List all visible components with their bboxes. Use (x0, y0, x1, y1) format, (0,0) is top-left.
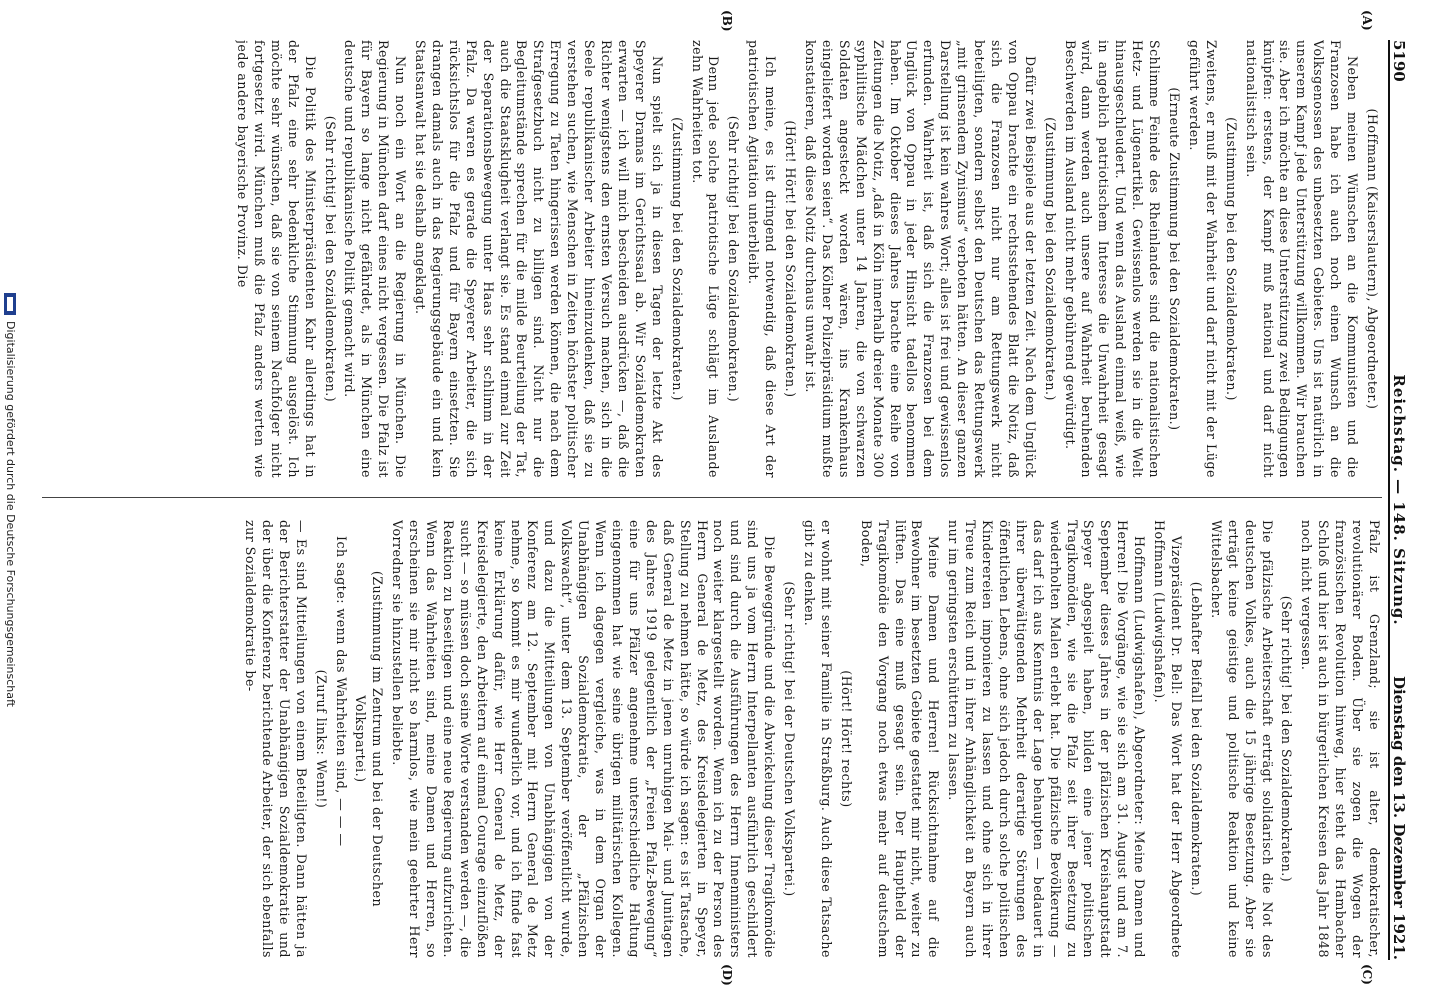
digitization-footer (4, 0, 17, 1000)
margin-marker-a: (A) (1360, 10, 1374, 31)
interjection: (Hört! Hört! bei den Sozialdemokraten.) (783, 120, 799, 398)
interjection: (Hört! Hört! rechts) (838, 670, 854, 808)
left-text-column (42, 40, 1382, 478)
interjection: (Zustimmung bei den Sozialdemokraten.) (1042, 117, 1058, 401)
page-header (1388, 40, 1426, 960)
paragraph: Ich meine, es ist dringend notwendig, daß diese Art der patriotischen Agitation unterbleibt. (746, 40, 779, 478)
right-text-column (42, 520, 1382, 958)
paragraph: Die Beweggründe und die Abwickelung dieser Tragikomödie sind uns ja vom Herrn Interpellanten ausführlich geschildert und sind durch die Ausführungen des Herrn Innenministers noch weiter klargestellt worden. Wenn ich zu der Person des Herrn General de Metz, des Kreisdelegierten in Speyer, Stellung zu nehmen hätte, so würde ich sagen: es ist Tatsache, daß General de Metz in jenen unruhigen Mai- und Junitagen des Jahres 1919 gelegentlich der „Freien Pfalz-Bewegung“ eine für uns Pfälzer angenehme unterschiedliche Haltung eingenommen hat wie seine übrigen militärischen Kollegen. Wenn ich dagegen vergleiche, was in dem Organ der Unabhängigen Sozialdemokratie, der „Pfälzischen Volkswacht“, unter dem 13. September veröffentlicht wurde, und dazu die Mitteilungen von Unabhängigen von der Konferenz am 12. September mit Herrn General de Metz nehme, so kommt es mir wunderlich vor, und ich finde fast keine Erklärung dafür, wie Herr General de Metz, der Kreisdelegierte, den Arbeitern auf einmal Courage einzuflößen sucht — so müssen doch seine Worte verstanden werden —, die Reaktion zu beseitigen und eine neue Regierung aufzurichten. Wenn das Wahrheiten sind, meine Damen und Herren, so erscheinen sie mir nicht so harmlos, wie mein geehrter Herr Vorredner sie hinzustellen beliebte. (390, 520, 778, 958)
paragraph: Schlimme Feinde des Rheinlandes sind die nationalistischen Hetz- und Lügenartikel. Gewissenlos werden sie in die Welt hinausgeschleudert. Und wenn das Ausland einmal weiß, wie in angeblich patriotischem Interesse die Unwahrheit gesagt wird, dann werden auch unsere auf Wahrheit beruhenden Beschwerden im Ausland nicht mehr gebührend gewürdigt. (1062, 40, 1163, 478)
interjection: (Sehr richtig! bei den Sozialdemokraten.) (726, 115, 742, 403)
paragraph: Neben meinen Wünschen an die Kommunisten und die Franzosen habe ich auch noch einen Wunsch an die Volksgenossen des unbesetzten Gebietes. Uns ist natürlich in unserem Kampf jede Unterstützung willkommen. Wir brauchen sie. Aber ich möchte an diese Unterstützung zwei Bedingungen knüpfen: erstens, der Kampf muß national und darf nicht nationalistisch sein. (1243, 40, 1361, 478)
column-divider (42, 497, 1382, 498)
margin-marker-c: (C) (1360, 964, 1374, 985)
paragraph: Ich sagte: wenn das Wahrheiten sind, — — — (333, 536, 349, 847)
interjection: (Sehr richtig! bei den Sozialdemokraten.) (322, 115, 338, 403)
interjection: (Zustimmung bei den Sozialdemokraten.) (669, 117, 685, 401)
paragraph: Die pfälzische Arbeiterschaft erträgt solidarisch die Not des deutschen Volkes, auch die 15 jährige Besetzung. Aber sie erträgt keine geistige und politische Reaktion und keine Wittelsbacher. (1208, 520, 1275, 958)
paragraph: Nun spielt sich ja in diesen Tagen der letzte Akt des Speyerer Dramas im Gerichtssaal ab. Wir Sozialdemokraten erwarten — ich will mich bescheiden ausdrücken —, daß die Richter wenigstens den ernsten Versuch machen, sich in die Seele republikanischer Arbeiter hineinzudenken, daß sie zu verstehen suchen, wie Menschen in Zeiten höchster politischer Erregung zu Taten hingerissen werden können, die nach dem Strafgesetzbuch nicht zu billigen sind. Nicht nur die Begleitumstände sprechen für die milde Beurteilung der Tat, auch die Staatsklugheit verlangt sie. Es stand einmal zur Zeit der Separationsbewegung unter Haas sehr schlimm in der Pfalz. Da waren es gerade die Speyerer Arbeiter, die sich rücksichtslos für die Pfalz und für Bayern einsetzten. Sie drangen damals auch in das Regierungsgebäude ein und kein Staatsanwalt hat sie deshalb angeklagt. (413, 40, 665, 478)
interjection: (Zustimmung bei den Sozialdemokraten.) (1223, 117, 1239, 401)
paragraph: Hoffmann (Ludwigshafen), Abgeordneter: Meine Damen und Herren! Die Vorgänge, wie sie sich am 31. August und am 7. September dieses Jahres in der pfälzischen Kreishauptstadt Speyer abgespielt haben, bilden eine jener politischen Tragikomödien, wie sie die Pfalz seit ihrer Besetzung zu wiederholten Malen erlebt hat. Die pfälzische Bevölkerung — das darf ich aus Kenntnis der Lage behaupten — bedauert in ihrer überwältigenden Mehrheit derartige Störungen des öffentlichen Lebens, ohne sich jedoch durch solche politischen Kinderereien imponieren zu lassen und ohne sich in ihrer Treue zum Reich und in ihrer Anhänglichkeit an Bayern auch nur im geringsten erschüttern zu lassen. (946, 520, 1148, 958)
page-number: 5190 (1390, 40, 1408, 82)
header-rule (1388, 40, 1390, 960)
interjection: (Sehr richtig! bei der Deutschen Volkspartei.) (782, 581, 798, 897)
paragraph: Nun noch ein Wort an die Regierung in München. Die Regierung in München darf eines nicht vergessen. Die Pfalz ist für Bayern so lange nicht gefährdet, als in München eine deutsche und republikanische Politik gemacht wird. (342, 40, 409, 478)
interjection: (Erneute Zustimmung bei den Sozialdemokraten.) (1167, 87, 1183, 431)
paragraph: Pfalz ist Grenzland; sie ist alter, demokratischer, revolutionärer Boden. Über sie zogen die Wogen der französischen Revolution hinweg, hier steht das Hambacher Schloß und hier ist auch in bürgerlichen Kreisen das Jahr 1848 noch nicht vergessen. (1299, 520, 1382, 958)
session-date: Dienstag den 13. Dezember 1921. (1390, 675, 1408, 960)
paragraph: Meine Damen und Herren! Rücksichtnahme auf die Bewohner im besetzten Gebiete gestattet mir nicht, weiter zu lüften. Das eine muß gesagt sein. Der Hauptheld der Tragikomödie den Vorgang noch etwas mehr auf deutschem Boden, (858, 520, 942, 958)
interjection: (Zustimmung im Zentrum und bei der Deutschen Volkspartei.) (353, 570, 386, 908)
dfg-logo-icon (4, 293, 16, 315)
paragraph: Dafür zwei Beispiele aus der letzten Zeit. Nach dem Unglück von Oppau brachte ein rechtsstehendes Blatt die Notiz, daß sich die Franzosen nicht nur am Rettungswerk nicht beteiligten, sondern selbst den Deutschen das Rettungswerk „mit grinsendem Zynismus“ verboten hätten. An dieser ganzen Darstellung ist kein wahres Wort; alles ist frei und gewissenlos erfunden. Wahrheit ist, daß sich die Franzosen bei dem Unglück von Oppau in jeder Hinsicht tadellos benommen haben. Im Oktober dieses Jahres brachte eine Reihe von Zeitungen die Notiz, „daß in Köln innerhalb dreier Monate 300 syphilitische Mädchen unter 14 Jahren, die von schwarzen Soldaten angesteckt worden wären, ins Krankenhaus eingeliefert worden seien“. Das Kölner Polizeipräsidium mußte konstatieren, daß diese Notiz durchaus unwahr ist. (803, 40, 1038, 478)
margin-marker-b: (B) (720, 10, 734, 32)
footer-text: Digitalisierung gefördert durch die Deutsche Forschungsgemeinschaft (4, 321, 17, 707)
paragraph: Vizepräsident Dr. Bell: Das Wort hat der Herr Abgeordnete Hoffmann (Ludwigshafen). (1152, 520, 1185, 958)
session-title: Reichstag. — 148. Sitzung. (1390, 374, 1408, 626)
interjection: (Zuruf links: Wenn!) (313, 669, 329, 809)
interjection: (Hoffmann (Kaiserslautern), Abgeordneter.) (1365, 108, 1380, 410)
interjection: (Lebhafter Beifall bei den Sozialdemokraten.) (1188, 581, 1204, 897)
paragraph: Die Politik des Ministerpräsidenten Kahr allerdings hat in der Pfalz eine sehr bedenkliche Stimmung ausgelöst. Ich möchte sehr wünschen, daß sie von seinem Nachfolger nicht fortgesetzt wird. München muß die Pfalz anders werten wie jede andere bayerische Provinz. Die (235, 40, 318, 478)
paragraph: — Es sind Mitteilungen von einem Beteiligten. Dann hätten ja der Berichterstatter der Unabhängigen Sozialdemokratie und der über die Konferenz berichtende Arbeiter, der sich ebenfalls zur Sozialdemokratie be- (243, 520, 309, 958)
margin-marker-d: (D) (720, 964, 734, 986)
interjection: (Sehr richtig! bei den Sozialdemokraten.) (1279, 595, 1295, 883)
paragraph: er wohnt mit seiner Familie in Straßburg. Auch diese Tatsache gibt zu denken. (802, 520, 834, 958)
paragraph: Denn jede solche patriotische Lüge schlägt im Auslande zehn Wahrheiten tot. (689, 40, 722, 478)
paragraph: Zweitens, er muß mit der Wahrheit und darf nicht mit der Lüge geführt werden. (1186, 40, 1219, 478)
